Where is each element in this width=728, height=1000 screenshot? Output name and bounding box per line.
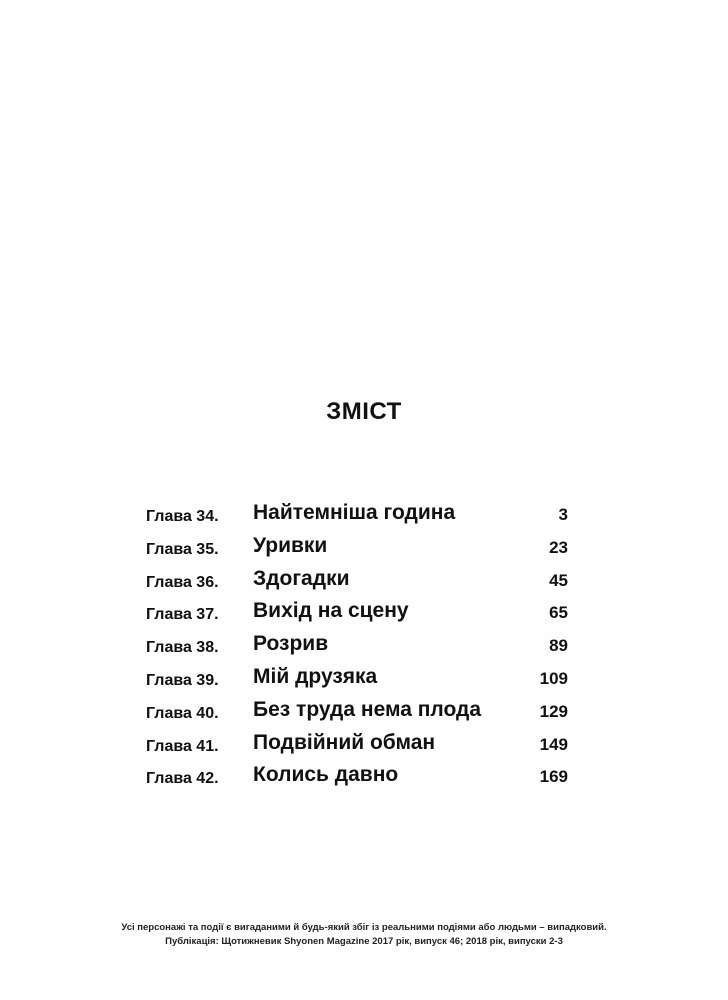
chapter-number: Глава 42. [146,770,219,788]
toc-entry [0,631,728,664]
footer-notice [0,921,728,949]
chapter-page-number: 129 [539,701,568,721]
chapter-number: Глава 36. [146,573,219,591]
toc-entry [0,697,728,730]
chapter-page-number: 65 [549,603,568,623]
toc-entry [0,664,728,697]
publication-info: Публікація: Щотижневик Shyonen Magazine 2017 рік, випуск 46; 2018 рік, випуски 2-3 [165,936,563,947]
toc-entry [0,566,728,599]
chapter-number: Глава 40. [146,704,219,722]
toc-entry [0,533,728,566]
chapter-title: Розрив [253,632,329,656]
toc-title: ЗМІСТ [326,398,402,425]
chapter-title: Колись давно [253,763,399,787]
chapter-page-number: 3 [558,505,568,524]
chapter-number: Глава 38. [146,639,219,657]
chapter-page-number: 89 [549,636,568,656]
chapter-title: Найтемніша година [253,501,456,524]
toc-entry [0,500,728,533]
chapter-page-number: 149 [539,734,568,754]
table-of-contents [0,500,728,795]
chapter-number: Глава 35. [146,540,219,558]
toc-entry [0,598,728,631]
chapter-page-number: 169 [539,767,568,787]
chapter-number: Глава 41. [146,737,219,755]
chapter-page-number: 23 [549,537,568,557]
chapter-number: Глава 39. [146,671,219,689]
chapter-title: Мій друзяка [253,664,378,688]
chapter-page-number: 45 [549,570,568,590]
toc-entry [0,762,728,795]
chapter-title: Вихід на сцену [253,599,409,623]
toc-entry [0,730,728,763]
disclaimer-text: Усі персонажі та події є вигаданими й будь-який збіг із реальними подіями або людьми – випадковий. [121,922,607,933]
chapter-number: Глава 37. [146,606,219,624]
chapter-title: Уривки [253,533,328,557]
chapter-number: Глава 34. [146,508,219,525]
chapter-title: Без труда нема плода [253,697,482,721]
chapter-title: Подвійний обман [253,730,436,754]
chapter-title: Здогадки [253,566,350,590]
chapter-page-number: 109 [539,668,568,688]
